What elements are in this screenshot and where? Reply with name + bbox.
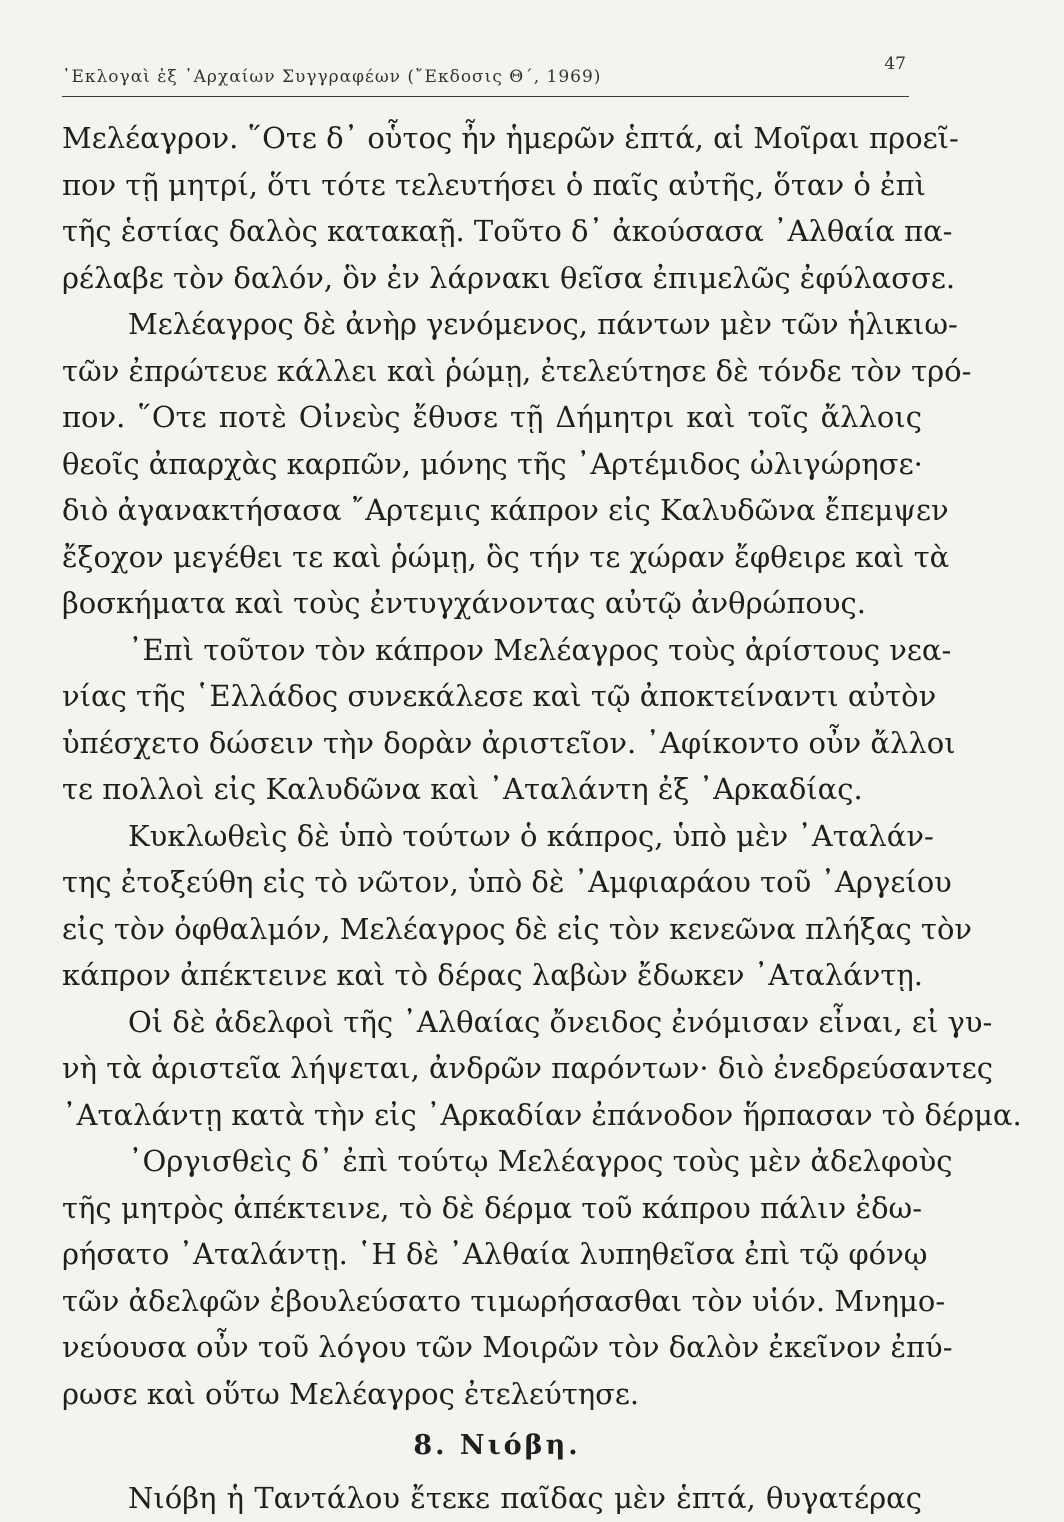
text-line: τῶν ἀδελφῶν ἐβουλεύσατο τιμωρήσασθαι τὸν υἱόν. Μνημο- [62,1283,946,1318]
text-line: Μελέαγρον. ῞Οτε δ᾿ οὗτος ἦν ἡμερῶν ἑπτά, αἱ Μοῖραι προεῖ- [62,121,959,155]
body-text [62,115,1022,1522]
text-line: κάπρον ἀπέκτεινε καὶ τὸ δέρας λαβὼν ἔδωκεν ᾿Αταλάντῃ. [62,958,924,992]
text-line: ὑπέσχετο δώσειν τὴν δορὰν ἀριστεῖον. ᾿Αφίκοντο οὖν ἄλλοι [62,725,956,760]
running-head [62,54,909,97]
text-line: τῆς ἑστίας δαλὸς κατακαῇ. Τοῦτο δ᾿ ἀκούσασα ᾿Αλθαία πα- [62,214,953,248]
text-line: πον. ῞Οτε ποτὲ Οἰνεὺς ἔθυσε τῇ Δήμητρι καὶ τοῖς ἄλλοις [62,400,922,434]
text-line: Μελέαγρος δὲ ἀνὴρ γενόμενος, πάντων μὲν τῶν ἡλικιω- [128,307,958,341]
text-line: Οἱ δὲ ἀδελφοὶ τῆς ᾿Αλθαίας ὄνειδος ἐνόμισαν εἶναι, εἰ γυ- [128,1004,993,1039]
text-line: εἰς τὸν ὀφθαλμόν, Μελέαγρος δὲ εἰς τὸν κενεῶνα πλήξας τὸν [62,911,973,946]
text-line: ᾿Οργισθεὶς δ᾿ ἐπὶ τούτῳ Μελέαγρος τοὺς μὲν ἀδελφοὺς [128,1144,953,1178]
text-line: διὸ ἀγανακτήσασα ῎Αρτεμις κάπρον εἰς Καλυδῶνα ἔπεμψεν [62,493,949,527]
text-line: νὴ τὰ ἀριστεῖα λήψεται, ἀνδρῶν παρόντων· διὸ ἐνεδρεύσαντες [62,1051,994,1085]
text-line: τε πολλοὶ εἰς Καλυδῶνα καὶ ᾿Αταλάντη ἐξ ᾿Αρκαδίας. [62,772,863,806]
running-head-title: ᾿Εκλογαὶ ἐξ ᾿Αρχαίων Συγγραφέων (῎Εκδοσις Θ΄, 1969) [62,67,602,87]
text-line: τῆς μητρὸς ἀπέκτεινε, τὸ δὲ δέρμα τοῦ κάπρου πάλιν ἐδω- [62,1190,922,1225]
text-lines [62,115,1022,1417]
text-line: νεύουσα οὖν τοῦ λόγου τῶν Μοιρῶν τὸν δαλὸν ἐκεῖνον ἐπύ- [62,1330,953,1364]
text-line: βοσκήματα καὶ τοὺς ἐντυγχάνοντας αὐτῷ ἀνθρώπους. [62,586,866,620]
text-line: ᾿Επὶ τοῦτον τὸν κάπρον Μελέαγρος τοὺς ἀρίστους νεα- [128,632,952,667]
text-line: της ἐτοξεύθη εἰς τὸ νῶτον, ὑπὸ δὲ ᾿Αμφιαράου τοῦ ᾿Αργείου [62,865,952,899]
text-line: ρωσε καὶ οὕτω Μελέαγρος ἐτελεύτησε. [62,1376,640,1411]
text-line: ἔξοχον μεγέθει τε καὶ ῥώμῃ, ὃς τήν τε χώραν ἔφθειρε καὶ τὰ [62,539,950,574]
text-line: θεοῖς ἀπαρχὰς καρπῶν, μόνης τῆς ᾿Αρτέμιδος ὠλιγώρησε· [62,446,923,481]
text-line: Κυκλωθεὶς δὲ ὑπὸ τούτων ὁ κάπρος, ὑπὸ μὲν ᾿Αταλάν- [128,818,934,853]
section-heading: 8. Νιόβη. [413,1430,581,1461]
text-line: τῶν ἐπρώτευε κάλλει καὶ ῥώμῃ, ἐτελεύτησε δὲ τόνδε τὸν τρό- [62,353,972,388]
text-line: ᾿Αταλάντῃ κατὰ τὴν εἰς ᾿Αρκαδίαν ἐπάνοδον ἥρπασαν τὸ δέρμα. [62,1097,1022,1132]
text-line: νίας τῆς ῾Ελλάδος συνεκάλεσε καὶ τῷ ἀποκτείναντι αὐτὸν [62,679,937,713]
text-line: ρέλαβε τὸν δαλόν, ὃν ἐν λάρνακι θεῖσα ἐπιμελῶς ἐφύλασσε. [62,260,956,295]
text-line: πον τῇ μητρί, ὅτι τότε τελευτήσει ὁ παῖς αὐτῆς, ὅταν ὁ ἐπὶ [62,167,926,202]
text-line: Νιόβη ἡ Ταντάλου ἔτεκε παῖδας μὲν ἑπτά, θυγατέρας [128,1481,922,1515]
text-line: ρήσατο ᾿Αταλάντῃ. ῾Η δὲ ᾿Αλθαία λυπηθεῖσα ἐπὶ τῷ φόνῳ [62,1237,928,1271]
page-number: 47 [884,54,906,74]
